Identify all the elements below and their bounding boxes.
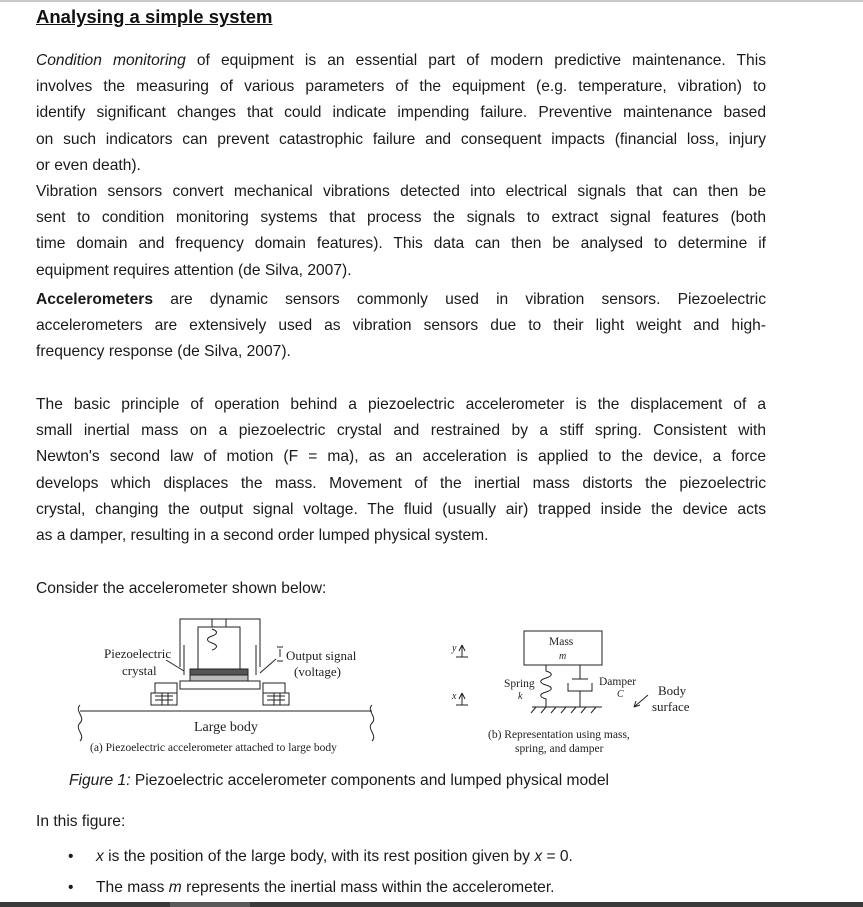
large-body-left-brace [78,705,81,741]
piezo-crystal [190,669,248,675]
caption-a: (a) Piezoelectric accelerometer attached to large body [90,742,337,754]
y-axis-arrow [456,645,468,657]
y-label: y [452,643,457,654]
output-signal-label-2: (voltage) [294,664,341,679]
paragraph-vibration-sensors: Vibration sensors convert mechanical vibrations detected into electrical signals that can then be sent to condition monitoring systems that process the signals to extract signal features (both time domain and frequency domain features). This data can then be analysed to determine if equipment requires attention (de Silva, 2007). [36,183,766,279]
term-condition-monitoring: Condition monitoring [36,52,186,69]
piezo-label-1: Piezoelectric [104,646,172,661]
bullet-item-mass: • The mass m represents the inertial mass within the accelerometer. [96,877,555,899]
spring-label: Spring [504,678,535,690]
page-bottom-bar [0,902,863,907]
model-damper [568,665,592,707]
large-body-label: Large body [194,720,258,735]
mass-label: Mass [549,636,574,648]
output-signal-label-1: Output signal [286,648,357,663]
paragraph-basic-principle: The basic principle of operation behind a piezoelectric accelerometer is the displacement of a small inertial mass on a piezoelectric crystal and restrained by a stiff spring. Consistent with Newton's second law of motion (F = ma), as an acceleration is applied to the device, a force develops which displaces the mass. Movement of the inertial mass distorts the piezoelectric crystal, changing the output signal voltage. The fluid (usually air) trapped inside the device acts as a damper, resulting in a second order lumped physical system. [36,396,766,545]
figure-caption [69,770,609,792]
spring-symbol: k [518,691,523,702]
damper-symbol: C [617,689,624,700]
body-surface-label-2: surface [652,699,690,714]
piezo-label-2: crystal [122,663,157,678]
accelerometer-figure [62,605,712,765]
caption-b-line1: (b) Representation using mass, [488,729,630,741]
x-label: x [452,691,457,702]
term-accelerometers: Accelerometers [36,291,154,308]
model-spring [541,665,552,707]
figure-caption-text: Piezoelectric accelerometer components and lumped physical model [130,772,609,789]
damper-label: Damper [599,676,637,688]
bullet-dot: • [68,848,74,865]
bullet-item-position: • x is the position of the large body, with its rest position given by x = 0. [96,846,573,868]
figure-caption-prefix: Figure 1: [69,772,131,789]
body-surface-leader [634,695,648,707]
bullet-dot: • [68,879,74,896]
internal-spring [208,629,217,650]
in-this-figure-label: In this figure: [36,813,126,830]
consider-line: Consider the accelerometer shown below: [36,580,327,597]
document-page [36,4,772,597]
body-surface-label-1: Body [658,683,687,698]
paragraph-condition-monitoring: Condition monitoring of equipment is an essential part of modern predictive maintenance. This involves the measuring of various parameters of the equipment (e.g. temperature, vibration) to identify significant changes that could indicate impending failure. Preventive maintenance based on such indicators can prevent catastrophic failure and consequent impacts (financial loss, injury or even death). [36,52,766,174]
x-axis-arrow [456,693,468,705]
section-heading: Analysing a simple system [36,6,273,27]
mass-symbol: m [559,651,567,662]
piezo-leader-line [166,660,184,671]
caption-b-line2: spring, and damper [515,743,604,755]
paragraph-accelerometers: Accelerometers are dynamic sensors commonly used in vibration sensors. Piezoelectric accelerometers are extensively used as vibration sensors due to their light weight and high- frequency response (de Silva, 2007). [36,291,766,361]
accelerometer-housing [151,619,289,705]
page-top-border [0,0,863,2]
